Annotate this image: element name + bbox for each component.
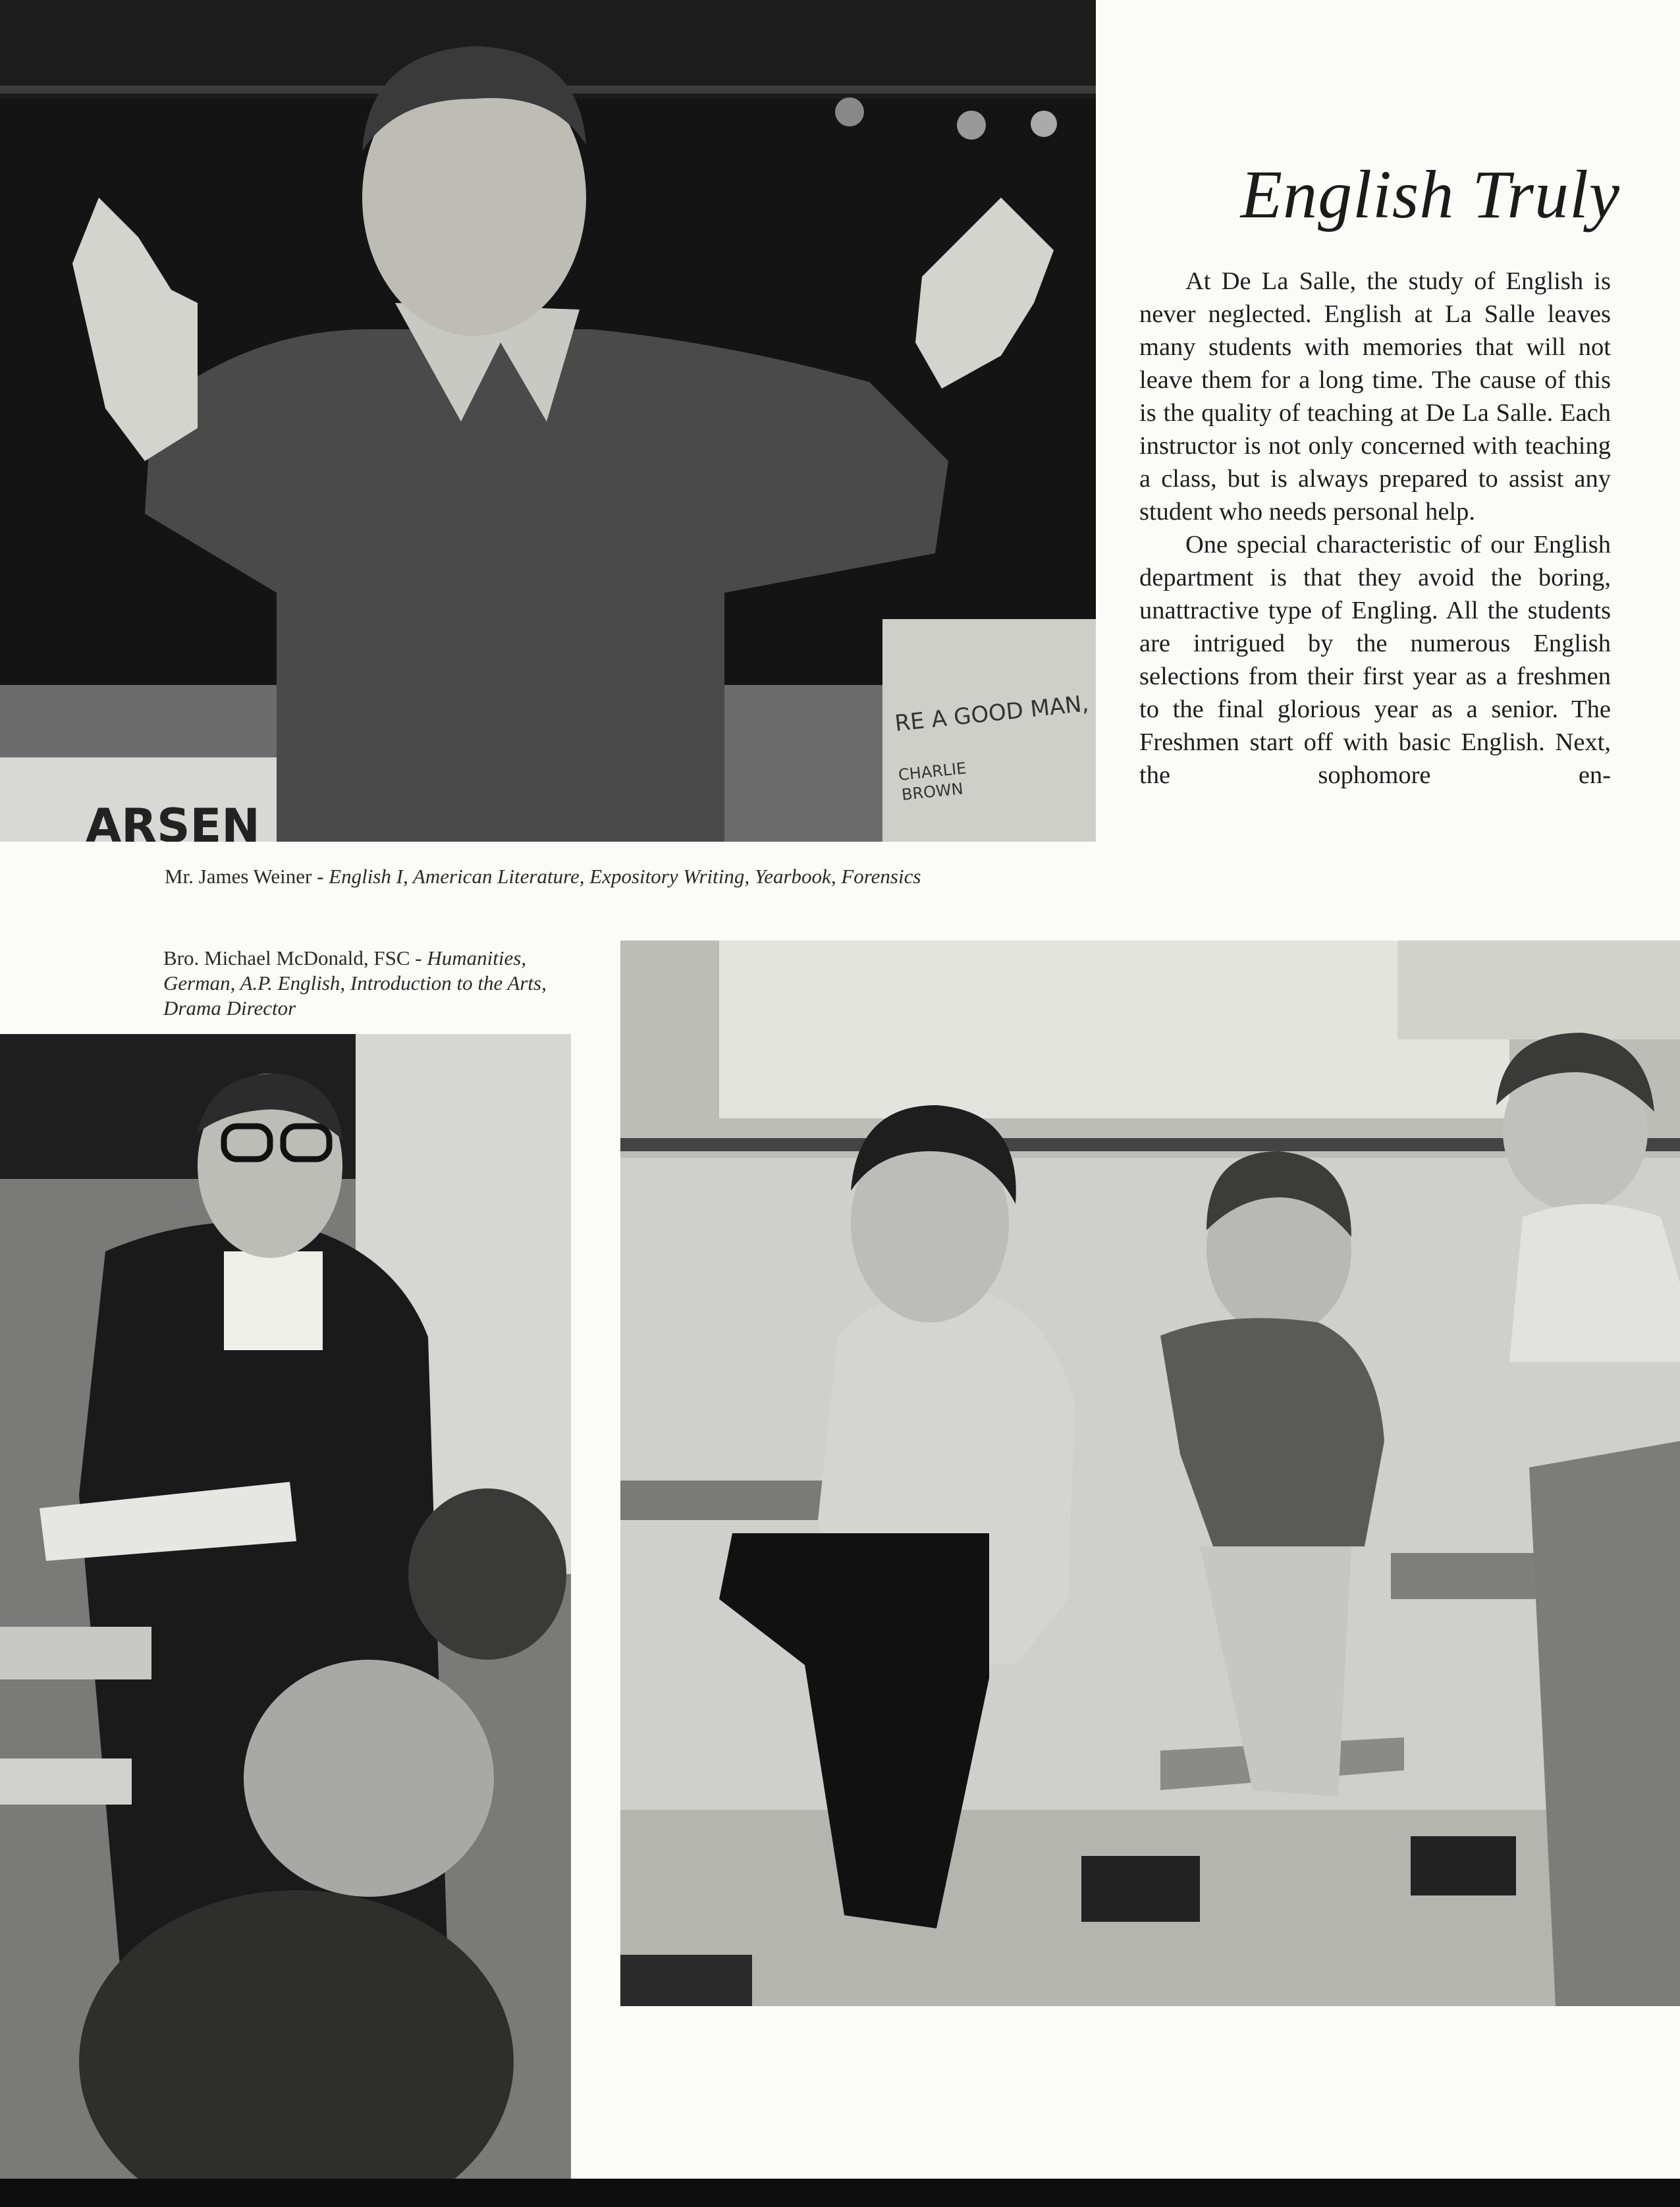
- article-paragraph-1: At De La Salle, the study of English is never neglected. English at La Salle leaves many students with memories that will not leave them for a long time. The cause of this is the quality of teaching at De La Salle. Each instructor is not only concerned with teaching a class, but is always prepared to assist any student who needs personal help.: [1139, 267, 1611, 526]
- sign-text-1: RE A GOOD MAN,: [893, 690, 1091, 737]
- photo-students-image: [620, 940, 1680, 2006]
- caption-mcdonald: [163, 946, 598, 1021]
- photo-weiner-image: [0, 0, 1096, 842]
- sign-text-2: CHARLIE: [897, 759, 967, 784]
- caption-mcdonald-subjects: Humanities, German, A.P. English, Introduction to the Arts, Drama Director: [163, 946, 547, 1020]
- sign-text-4: ARSEN: [86, 799, 260, 842]
- caption-weiner-name: Mr. James Weiner -: [165, 865, 329, 888]
- caption-weiner-subjects: English I, American Literature, Expository Writing, Yearbook, Forensics: [329, 865, 921, 888]
- article-paragraph-2: One special characteristic of our English department is that they avoid the boring, unattractive type of Engling. All the students are intrigued by the numerous English selections from their first year as a freshmen to the final glorious year as a senior. The Freshmen start off with basic English. Next, the sophomore en-: [1139, 531, 1611, 789]
- photo-students-desks: [620, 940, 1680, 2006]
- photo-brother-mcdonald: [0, 1034, 571, 2179]
- page-title: English Truly: [1240, 157, 1620, 232]
- photo-teacher-weiner: [0, 0, 1096, 842]
- page-bottom-edge: [0, 2179, 1680, 2207]
- caption-weiner: [165, 864, 1100, 889]
- sign-text-3: BROWN: [900, 779, 964, 804]
- article-body: [1139, 265, 1611, 792]
- photo-mcdonald-image: [0, 1034, 571, 2179]
- caption-mcdonald-name: Bro. Michael McDonald, FSC -: [163, 946, 427, 969]
